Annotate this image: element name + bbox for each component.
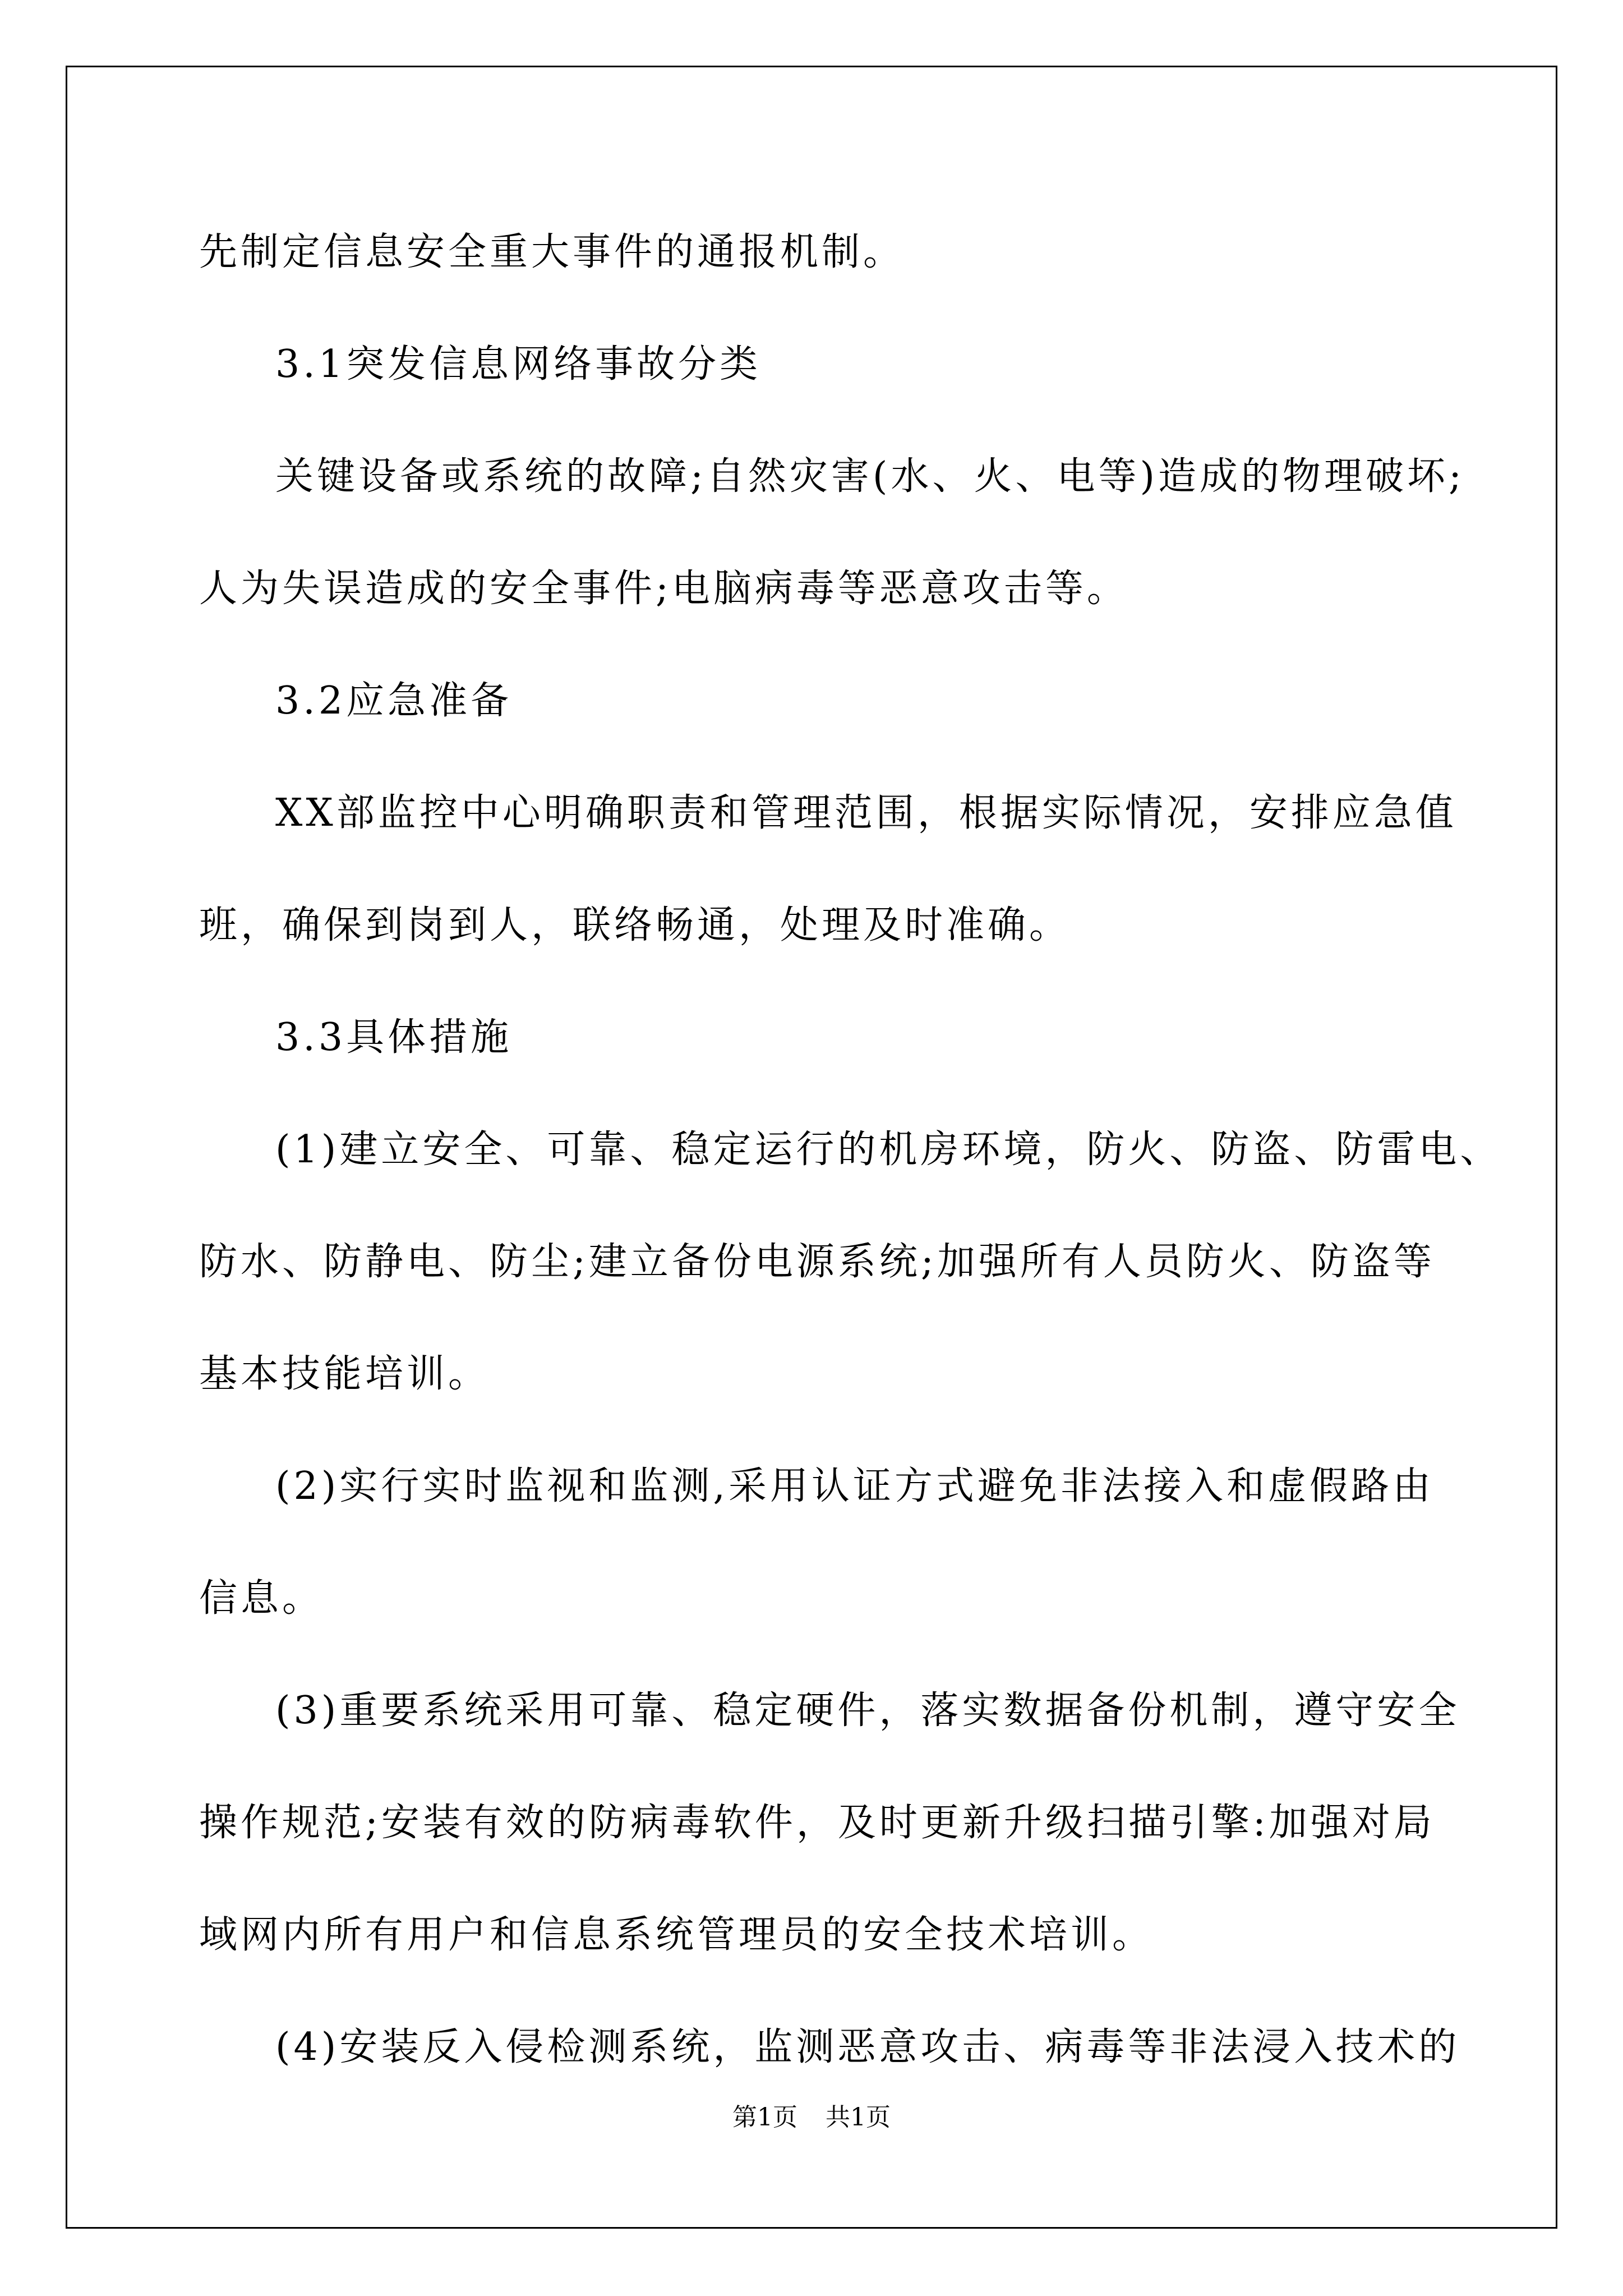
page-total: 共1页	[826, 2103, 891, 2132]
page-number: 第1页	[732, 2103, 797, 2132]
text-line: 人为失误造成的安全事件;电脑病毒等恶意攻击等。	[199, 567, 1128, 611]
section-heading: 3.3具体措施	[275, 1015, 513, 1060]
document-body	[199, 196, 1502, 2104]
page-footer	[0, 2101, 1623, 2134]
text-line: (1)建立安全、可靠、稳定运行的机房环境，防火、防盗、防雷电、	[275, 1128, 1502, 1172]
text-line: 关键设备或系统的故障;自然灾害(水、火、电等)造成的物理破坏;	[275, 454, 1465, 499]
text-line: 信息。	[199, 1576, 324, 1621]
text-line: 班，确保到岗到人，联络畅通，处理及时准确。	[199, 903, 1071, 947]
text-line: 先制定信息安全重大事件的通报机制。	[199, 230, 905, 274]
text-line: 基本技能培训。	[199, 1352, 490, 1396]
section-heading: 3.1突发信息网络事故分类	[275, 342, 762, 386]
text-line: 域网内所有用户和信息系统管理员的安全技术培训。	[199, 1913, 1154, 1957]
section-heading: 3.2应急准备	[275, 679, 513, 723]
text-line: XX部监控中心明确职责和管理范围，根据实际情况，安排应急值	[275, 791, 1457, 835]
text-line: (3)重要系统采用可靠、稳定硬件，落实数据备份机制，遵守安全	[275, 1688, 1460, 1733]
text-line: (2)实行实时监视和监测,采用认证方式避免非法接入和虚假路由	[275, 1464, 1434, 1508]
text-line: (4)安装反入侵检测系统，监测恶意攻击、病毒等非法浸入技术的	[275, 2025, 1460, 2069]
text-line: 防水、防静电、防尘;建立备份电源系统;加强所有人员防火、防盗等	[199, 1240, 1435, 1284]
text-line: 操作规范;安装有效的防病毒软件，及时更新升级扫描引擎:加强对局	[199, 1801, 1435, 1845]
